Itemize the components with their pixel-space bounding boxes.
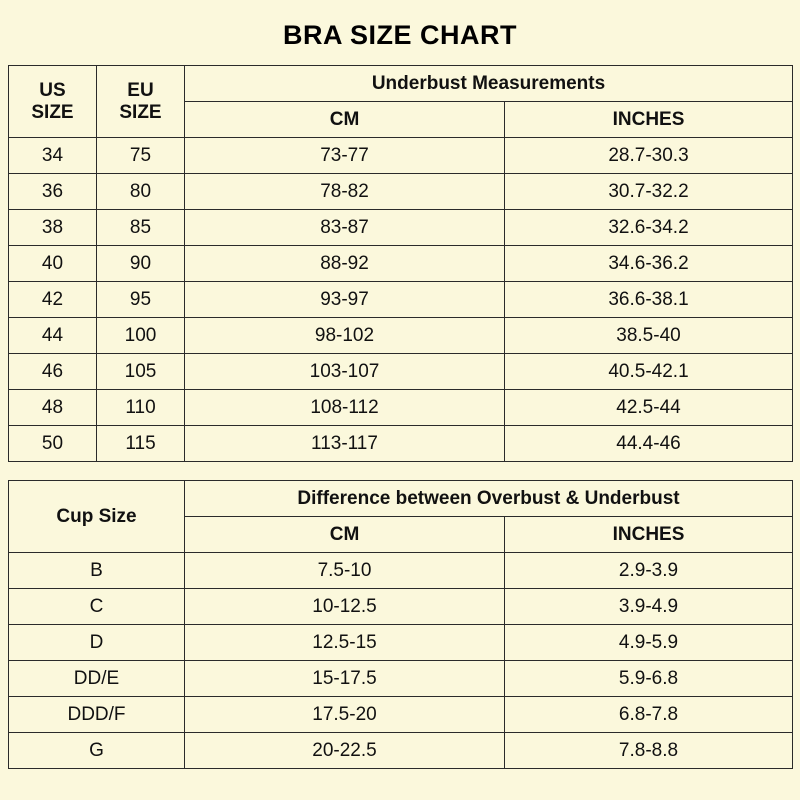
header-underbust-group: Underbust Measurements [185,66,793,102]
table-row [9,210,793,246]
cell-us-size: 42 [9,282,97,318]
cell-difference-inches: 7.8-8.8 [505,733,793,769]
cell-us-size: 46 [9,354,97,390]
cell-underbust-inches: 34.6-36.2 [505,246,793,282]
table-row [9,625,793,661]
cell-underbust-inches: 32.6-34.2 [505,210,793,246]
cell-eu-size: 95 [97,282,185,318]
cell-underbust-cm: 78-82 [185,174,505,210]
table-row [9,318,793,354]
cell-cup-size: DDD/F [9,697,185,733]
header-difference-inches: INCHES [505,517,793,553]
cell-difference-inches: 2.9-3.9 [505,553,793,589]
cell-underbust-inches: 42.5-44 [505,390,793,426]
cell-underbust-cm: 83-87 [185,210,505,246]
cell-cup-size: G [9,733,185,769]
cell-cup-size: B [9,553,185,589]
header-us-size-line1: US [39,79,66,101]
cup-header-row [9,481,793,517]
cell-underbust-cm: 113-117 [185,426,505,462]
header-difference-cm: CM [185,517,505,553]
band-size-table [8,65,793,462]
cell-difference-cm: 7.5-10 [185,553,505,589]
cell-us-size: 40 [9,246,97,282]
table-row [9,282,793,318]
cell-eu-size: 90 [97,246,185,282]
cell-underbust-cm: 93-97 [185,282,505,318]
header-eu-size-line1: EU [127,79,154,101]
table-row [9,697,793,733]
table-row [9,174,793,210]
header-eu-size [97,66,185,138]
cell-underbust-cm: 103-107 [185,354,505,390]
cell-us-size: 36 [9,174,97,210]
table-spacer [8,462,792,480]
cell-underbust-inches: 36.6-38.1 [505,282,793,318]
cell-eu-size: 85 [97,210,185,246]
cell-difference-cm: 12.5-15 [185,625,505,661]
table-row [9,354,793,390]
cell-difference-cm: 20-22.5 [185,733,505,769]
cell-eu-size: 115 [97,426,185,462]
header-difference-group: Difference between Overbust & Underbust [185,481,793,517]
header-us-size-line2: SIZE [31,101,74,123]
cell-underbust-inches: 30.7-32.2 [505,174,793,210]
table-row [9,553,793,589]
cell-underbust-cm: 73-77 [185,138,505,174]
table-header-row [9,66,793,102]
header-us-size [9,66,97,138]
table-row [9,390,793,426]
cell-underbust-inches: 38.5-40 [505,318,793,354]
cell-cup-size: D [9,625,185,661]
cell-underbust-cm: 88-92 [185,246,505,282]
page-title: BRA SIZE CHART [283,20,517,50]
cell-underbust-cm: 98-102 [185,318,505,354]
table-row [9,661,793,697]
cell-eu-size: 80 [97,174,185,210]
header-underbust-cm: CM [185,102,505,138]
cell-underbust-cm: 108-112 [185,390,505,426]
table-row [9,138,793,174]
cell-difference-inches: 5.9-6.8 [505,661,793,697]
cell-difference-cm: 17.5-20 [185,697,505,733]
cell-difference-inches: 3.9-4.9 [505,589,793,625]
cell-underbust-inches: 28.7-30.3 [505,138,793,174]
cell-difference-inches: 4.9-5.9 [505,625,793,661]
cell-us-size: 38 [9,210,97,246]
cell-us-size: 44 [9,318,97,354]
cell-us-size: 34 [9,138,97,174]
cell-difference-cm: 10-12.5 [185,589,505,625]
cup-size-table [8,480,793,769]
cell-eu-size: 105 [97,354,185,390]
table-row [9,246,793,282]
cell-eu-size: 100 [97,318,185,354]
cell-underbust-inches: 44.4-46 [505,426,793,462]
table-row [9,733,793,769]
header-cup-size: Cup Size [9,481,185,553]
cell-us-size: 50 [9,426,97,462]
table-row [9,426,793,462]
cell-us-size: 48 [9,390,97,426]
header-underbust-inches: INCHES [505,102,793,138]
header-eu-size-line2: SIZE [119,101,162,123]
cell-cup-size: DD/E [9,661,185,697]
cell-underbust-inches: 40.5-42.1 [505,354,793,390]
cell-difference-inches: 6.8-7.8 [505,697,793,733]
table-row [9,589,793,625]
cell-difference-cm: 15-17.5 [185,661,505,697]
cell-eu-size: 110 [97,390,185,426]
cell-eu-size: 75 [97,138,185,174]
cell-cup-size: C [9,589,185,625]
